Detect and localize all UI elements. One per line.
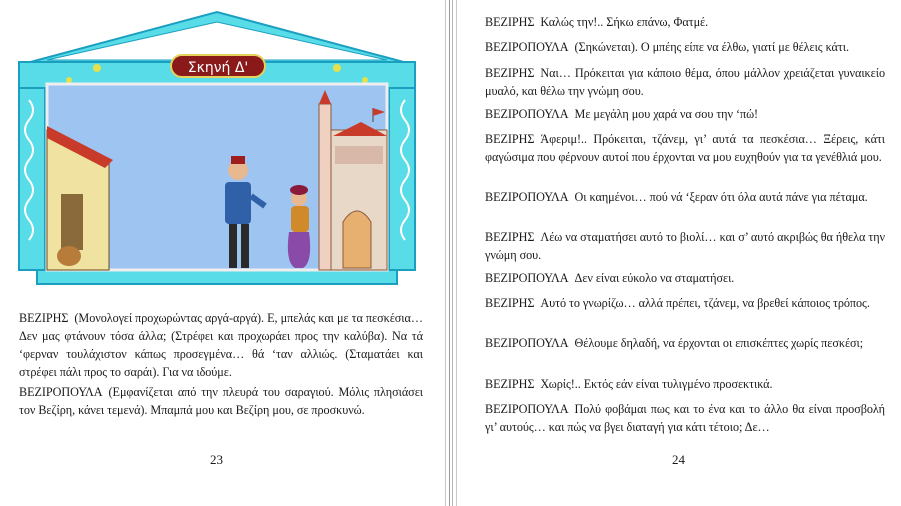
dialogue-paragraph bbox=[485, 13, 885, 31]
dialogue-text: Με μεγάλη μου χαρά να σου την ‘πώ! bbox=[574, 107, 759, 121]
book-spine bbox=[443, 0, 458, 506]
speaker-name: ΒΕΖΙΡΟΠΟΥΛΑ bbox=[485, 271, 569, 285]
speaker-name: ΒΕΖΙΡΟΠΟΥΛΑ bbox=[485, 402, 569, 416]
dialogue-paragraph bbox=[485, 400, 885, 436]
dialogue-text: Οι καημένοι… πού νά ‘ξεραν ότι όλα αυτά πάνε για πέταμα. bbox=[574, 190, 868, 204]
dialogue-text: Πολύ φοβάμαι πως και το ένα και το άλλο θα είναι προσβολή γι’ αυτούς… και πώς να βγει διαταγή για κάτι τέτοιο; Δε… bbox=[485, 402, 885, 434]
left-page bbox=[0, 0, 443, 506]
dialogue-paragraph bbox=[19, 383, 423, 419]
speaker-name: ΒΕΖΙΡΟΠΟΥΛΑ bbox=[485, 107, 569, 121]
speaker-name: ΒΕΖΙΡΗΣ bbox=[485, 230, 535, 244]
page-number: 23 bbox=[210, 452, 223, 467]
dialogue-text: Ναι… Πρόκειται για κάποιο θέμα, όπου μάλλον χρειάζεται γυναικείο μυαλό, και θέλω την γνώμη σου. bbox=[485, 66, 885, 98]
dialogue-text: Λέω να σταματήσει αυτό το βιολί… και σ’ αυτό ακριβώς θα ήθελα την γνώμη σου. bbox=[485, 230, 885, 262]
dialogue-text: (Σηκώνεται). Ο μπέης είπε να έλθω, γιατί με θέλεις κάτι. bbox=[574, 40, 849, 54]
dialogue-paragraph bbox=[485, 38, 885, 56]
dialogue-text: Θέλουμε δηλαδή, να έρχονται οι επισκέπτες χωρίς πεσκέσι; bbox=[574, 336, 864, 350]
scene-illustration bbox=[13, 10, 421, 288]
speaker-name: ΒΕΖΙΡΗΣ bbox=[485, 66, 535, 80]
dialogue-text: (Εμφανίζεται από την πλευρά του σαραγιού. Μόλις πλησιάσει τον Βεζίρη, κάνει τεμενά). Μπαμπά μου και Βεζίρη μου, σε προσκυνώ. bbox=[19, 385, 423, 417]
speaker-name: ΒΕΖΙΡΟΠΟΥΛΑ bbox=[19, 385, 103, 399]
dialogue-text: Χωρίς!.. Εκτός εάν είναι τυλιγμένο προσεκτικά. bbox=[540, 377, 773, 391]
scene-title-badge: Σκηνή Δ' bbox=[170, 54, 266, 78]
speaker-name: ΒΕΖΙΡΗΣ bbox=[485, 377, 535, 391]
dialogue-paragraph bbox=[485, 105, 885, 123]
dialogue-paragraph bbox=[485, 188, 885, 206]
dialogue-paragraph bbox=[485, 228, 885, 264]
page-number: 24 bbox=[672, 452, 685, 467]
speaker-name: ΒΕΖΙΡΗΣ bbox=[19, 311, 69, 325]
dialogue-text: Καλώς την!.. Σήκω επάνω, Φατμέ. bbox=[540, 15, 709, 29]
karagiozis-stage-drawing bbox=[13, 10, 421, 288]
dialogue-text: Αυτό το γνωρίζω… αλλά πρέπει, τζάνεμ, να βρεθεί κάποιος τρόπος. bbox=[540, 296, 870, 310]
dialogue-text: Άφεριμ!.. Πρόκειται, τζάνεμ, γι’ αυτά τα πεσκέσια… Ξέρεις, κάτι φαγώσιμα που φέρνουν αυτοί που έρχονται να μου ευχηθούν για τα γενέθλιά μου. bbox=[485, 132, 885, 164]
dialogue-paragraph bbox=[485, 64, 885, 100]
dialogue-text: (Μονολογεί προχωρώντας αργά-αργά). Ε, μπελάς και με τα πεσκέσια… Δεν μας φτάνουν τόσα άλλα; (Στρέφει και προχωράει προς την καλύβα). Να τά ‘φερναν τουλάχιστον κάπως προσεγμένα… θά ‘ταν αλλιώς. (Σταματάει και στρέφει πάλι προς το σαράι). Για να ιδούμε. bbox=[19, 311, 423, 379]
dialogue-text: Δεν είναι εύκολο να σταματήσει. bbox=[574, 271, 735, 285]
dialogue-paragraph bbox=[485, 294, 885, 312]
speaker-name: ΒΕΖΙΡΗΣ bbox=[485, 15, 535, 29]
dialogue-paragraph bbox=[485, 130, 885, 166]
dialogue-paragraph bbox=[485, 334, 885, 352]
right-page bbox=[458, 0, 901, 506]
speaker-name: ΒΕΖΙΡΗΣ bbox=[485, 296, 535, 310]
speaker-name: ΒΕΖΙΡΟΠΟΥΛΑ bbox=[485, 190, 569, 204]
speaker-name: ΒΕΖΙΡΟΠΟΥΛΑ bbox=[485, 40, 569, 54]
speaker-name: ΒΕΖΙΡΗΣ bbox=[485, 132, 535, 146]
dialogue-paragraph bbox=[19, 309, 423, 381]
dialogue-paragraph bbox=[485, 269, 885, 287]
speaker-name: ΒΕΖΙΡΟΠΟΥΛΑ bbox=[485, 336, 569, 350]
dialogue-paragraph bbox=[485, 375, 885, 393]
